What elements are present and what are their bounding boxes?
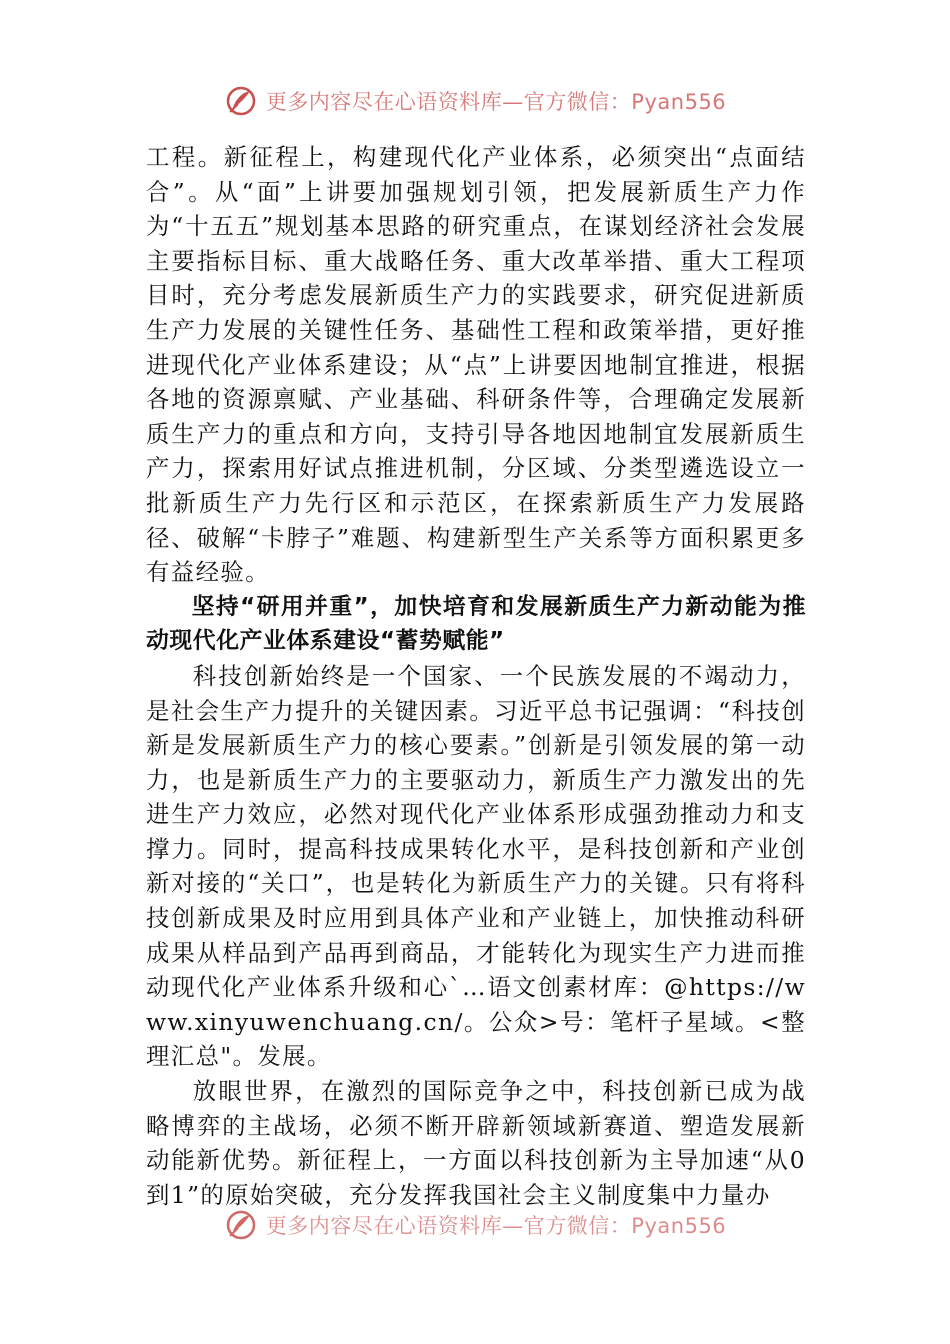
paragraph-2: 科技创新始终是一个国家、一个民族发展的不竭动力，是社会生产力提升的关键因素。习近平总书记强调：“科技创新是发展新质生产力的核心要素。”创新是引领发展的第一动力，也是新质生产力的主要驱动力，新质生产力激发出的先进生产力效应，必然对现代化产业体系形成强劲推动力和支撑力。同时，提高科技成果转化水平，是科技创新和产业创新对接的“关口”，也是转化为新质生产力的关键。只有将科技创新成果及时应用到具体产业和产业链上，加快推动科研成果从样品到产品再到商品，才能转化为现实生产力进而推动现代化产业体系升级和心`…语文创素材库：@https://www.xinyuwenchuang.cn/。公众>号：笔杆子星域。<整理汇总"。发展。 [146,661,806,1071]
pen-circle-logo-icon [224,1208,258,1242]
document-body [146,140,806,1212]
section-heading: 坚持“研用并重”，加快培育和发展新质生产力新动能为推动现代化产业体系建设“蓄势赋能” [146,593,806,655]
footer-watermark [0,1208,950,1242]
paragraph-1: 工程。新征程上，构建现代化产业体系，必须突出“点面结合”。从“面”上讲要加强规划引领，把发展新质生产力作为“十五五”规划基本思路的研究重点，在谋划经济社会发展主要指标目标、重大战略任务、重大改革举措、重大工程项目时，充分考虑发展新质生产力的实践要求，研究促进新质生产力发展的关键性任务、基础性工程和政策举措，更好推进现代化产业体系建设；从“点”上讲要因地制宜推进，根据各地的资源禀赋、产业基础、科研条件等，合理确定发展新质生产力的重点和方向，支持引导各地因地制宜发展新质生产力，探索用好试点推进机制，分区域、分类型遴选设立一批新质生产力先行区和示范区，在探索新质生产力发展路径、破解“卡脖子”难题、构建新型生产关系等方面积累更多有益经验。 [146,143,806,587]
header-watermark [0,84,950,118]
watermark-text: 更多内容尽在心语资料库—官方微信：Pyan556 [265,1214,727,1238]
watermark-text: 更多内容尽在心语资料库—官方微信：Pyan556 [265,90,727,114]
pen-circle-logo-icon [224,84,258,118]
paragraph-3: 放眼世界，在激烈的国际竞争之中，科技创新已成为战略博弈的主战场，必须不断开辟新领域新赛道、塑造发展新动能新优势。新征程上，一方面以科技创新为主导加速“从0到1”的原始突破，充分发挥我国社会主义制度集中力量办 [146,1077,806,1209]
